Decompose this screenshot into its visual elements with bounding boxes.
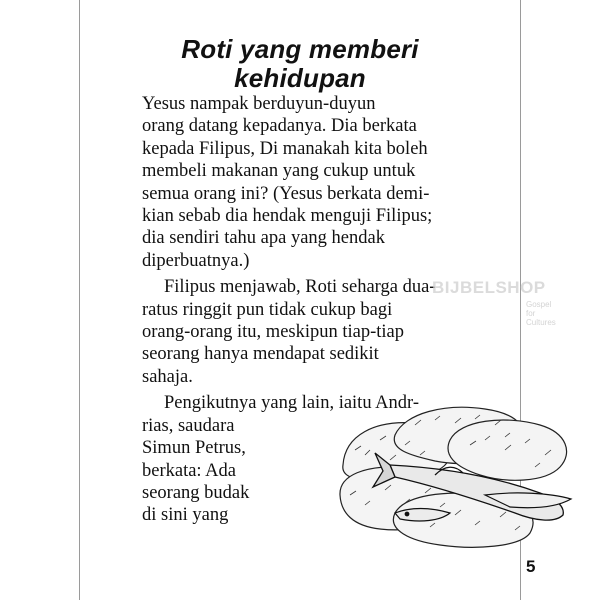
watermark-subtext: Gospel for Cultures (526, 300, 556, 327)
page-title-line-1: Roti yang memberi (181, 34, 419, 64)
text-line: Yesus nampak berduyun-duyun (142, 94, 376, 114)
text-line: Pengikutnya yang lain, iaitu Andr- (164, 393, 419, 414)
text-line: kepada Filipus, Di manakah kita boleh (142, 138, 428, 159)
book-page (79, 0, 556, 600)
text-line: semua orang ini? (Yesus berkata demi- (142, 183, 430, 204)
text-line: Simun Petrus, (142, 438, 246, 459)
text-line: ratus ringgit pun tidak cukup bagi (142, 299, 393, 320)
text-line: dia sendiri tahu apa yang hendak (142, 228, 385, 249)
text-line: diperbuatnya.) (142, 250, 250, 271)
watermark-logo: BIJBELSHOP (432, 278, 546, 297)
text-line: Filipus menjawab, Roti seharga dua- (164, 277, 436, 298)
text-line: seorang budak (142, 482, 250, 503)
text-line: di sini yang (142, 505, 229, 526)
bread-and-fish-illustration (335, 395, 575, 550)
page-number: 5 (526, 557, 536, 576)
page-title-line-2: kehidupan (234, 63, 366, 93)
text-line: orang-orang itu, meskipun tiap-tiap (142, 322, 405, 343)
text-line: orang datang kepadanya. Dia berkata (142, 116, 417, 137)
text-line: rias, saudara (142, 415, 235, 436)
text-line: seorang hanya mendapat sedikit (142, 344, 379, 365)
text-line: membeli makanan yang cukup untuk (142, 161, 416, 182)
text-line: sahaja. (142, 366, 193, 387)
text-line: kian sebab dia hendak menguji Filipus; (142, 206, 433, 227)
text-line: berkata: Ada (142, 460, 236, 481)
paragraph-1 (120, 93, 510, 272)
